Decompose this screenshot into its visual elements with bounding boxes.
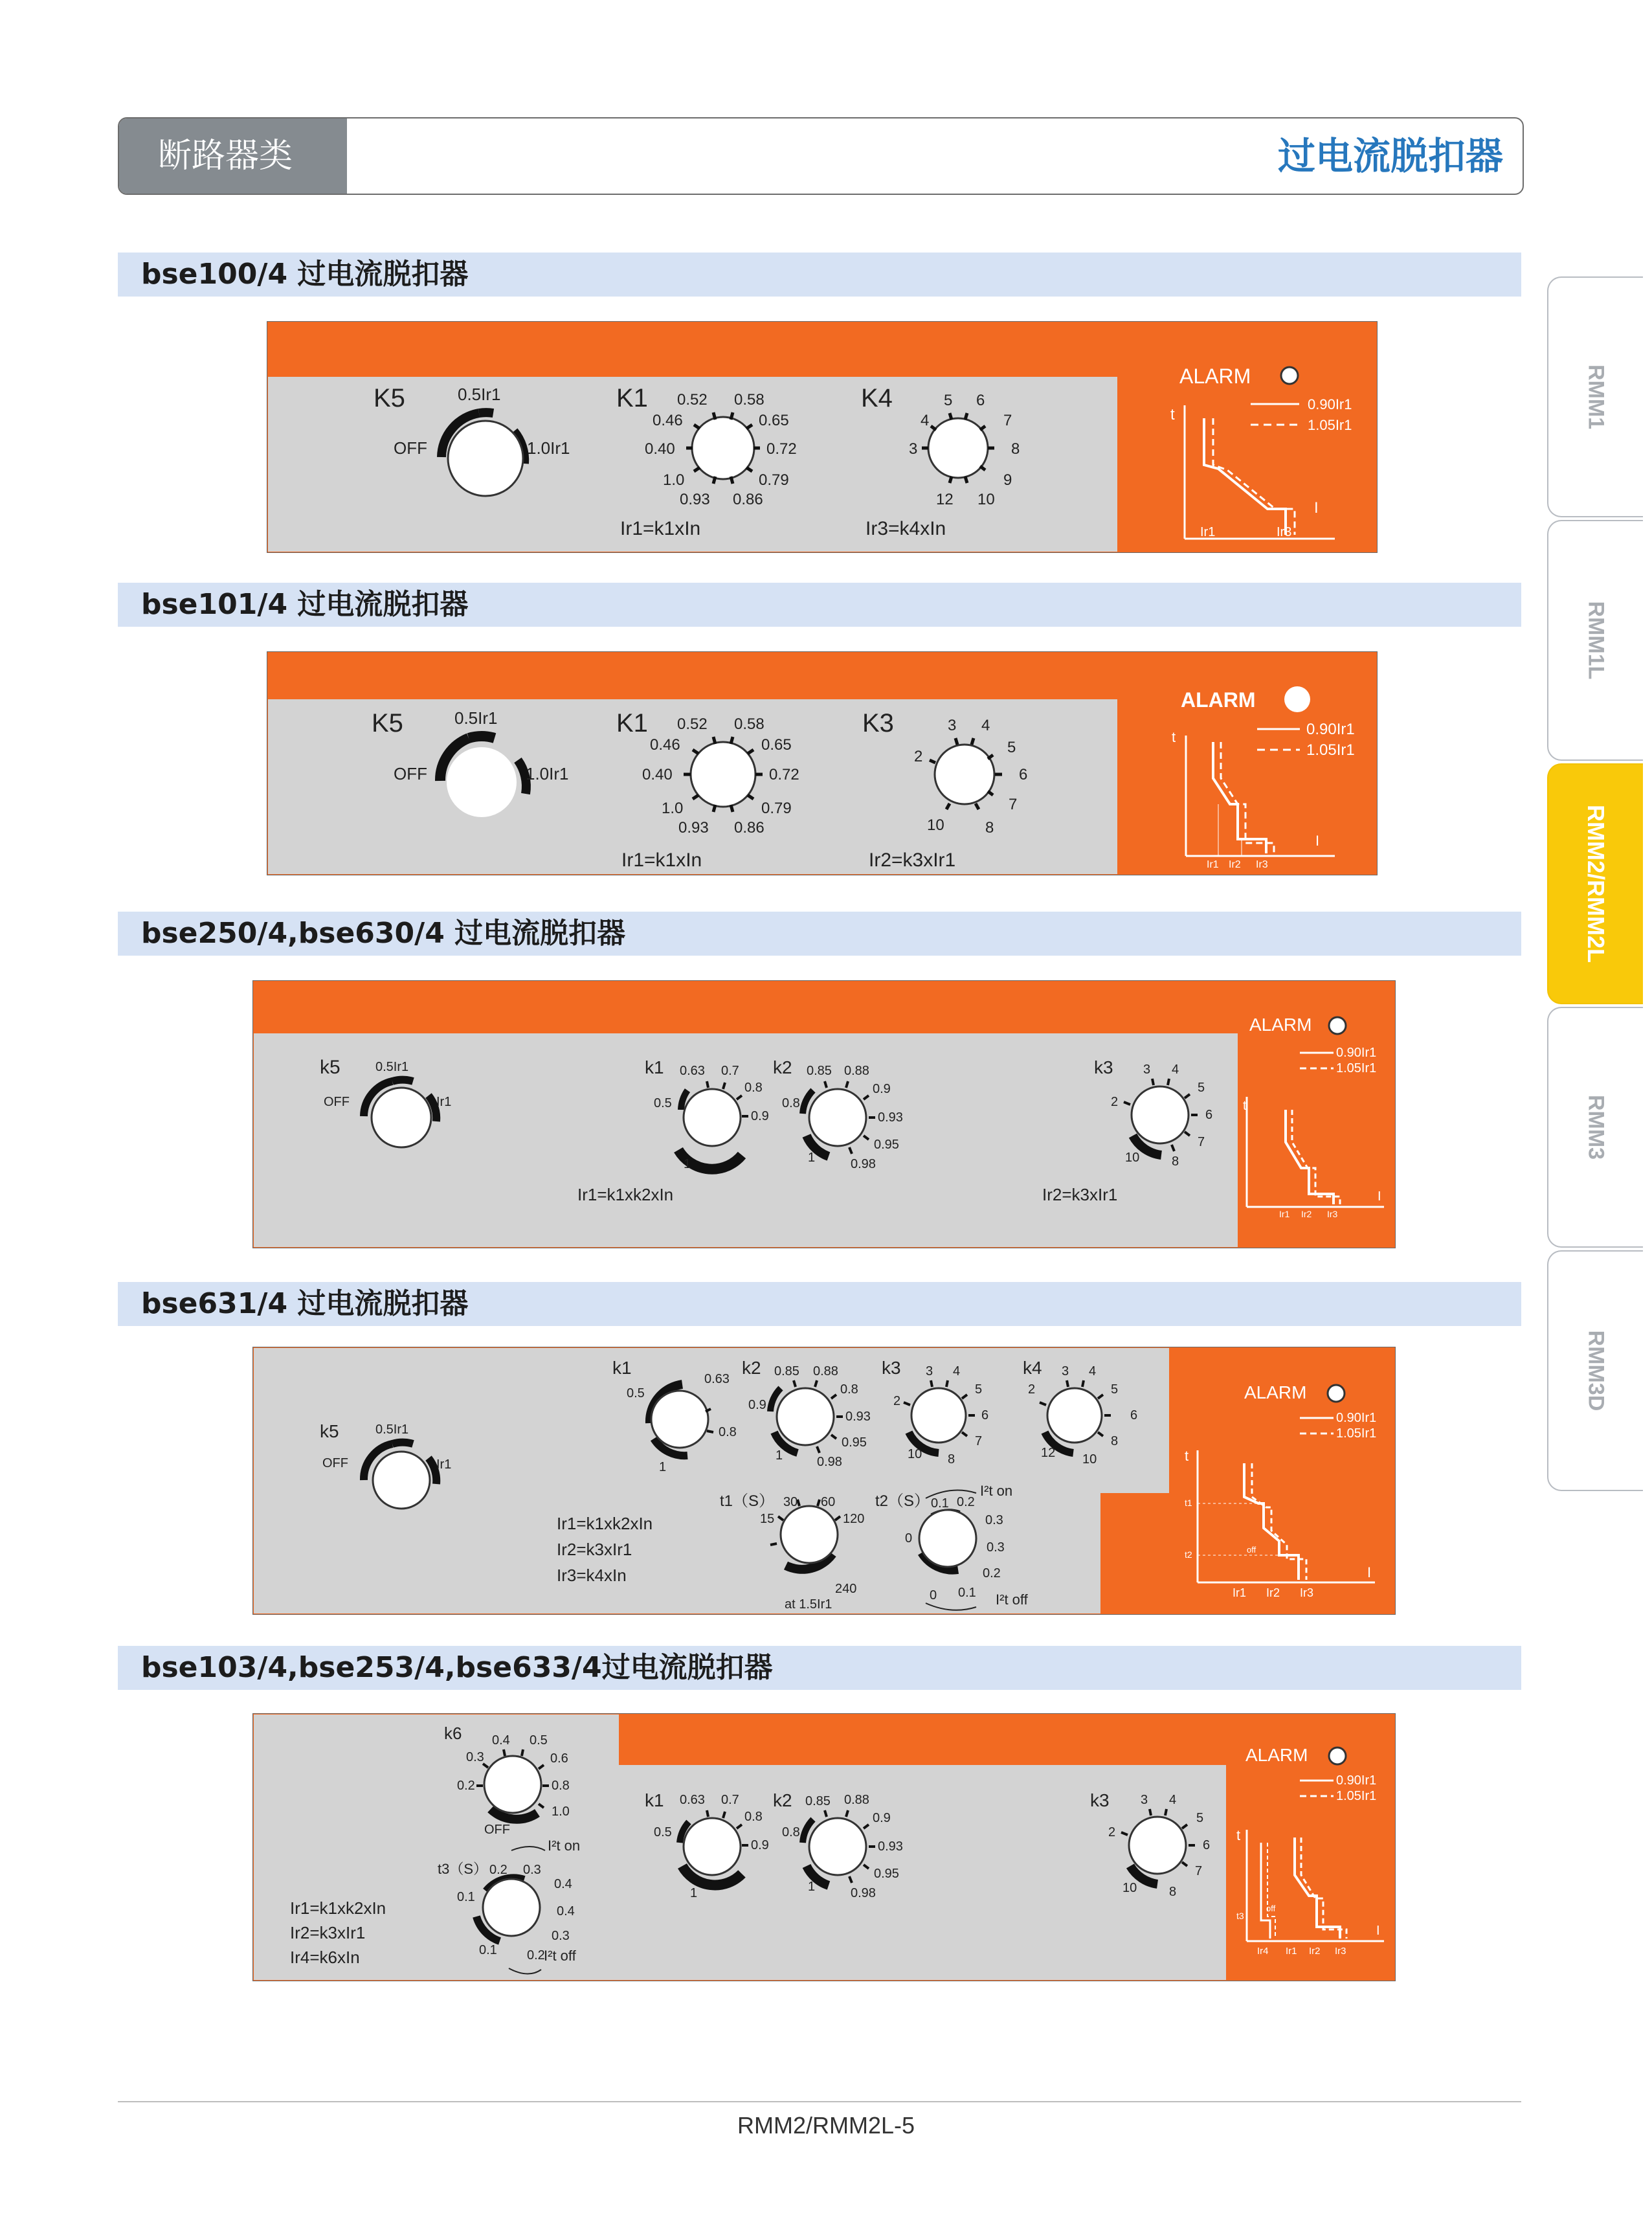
dial-tick: 0.6	[550, 1751, 568, 1766]
dial-tick: OFF	[394, 438, 427, 458]
dial-tick: 3	[1141, 1793, 1148, 1807]
dial-tick: 120	[843, 1512, 865, 1526]
axis-i: I	[1367, 1564, 1372, 1580]
curve-label: Ir3	[1256, 859, 1268, 870]
formula: Ir2=k3xIr1	[869, 849, 956, 871]
dial-tick: 10	[908, 1447, 922, 1461]
dial-tick: 0.85	[805, 1794, 831, 1808]
dial-tick: 5	[944, 392, 953, 409]
dial-tick: 0.46	[653, 412, 683, 429]
dial-name: k2	[742, 1358, 761, 1378]
dial-tick: 0.88	[844, 1064, 869, 1078]
dial-tick: 0.8	[744, 1810, 763, 1824]
dial-tick: 6	[1205, 1108, 1213, 1122]
formula: Ir2=k3xIr1	[557, 1540, 632, 1559]
dial-tick: 0.3	[466, 1750, 484, 1764]
dial-tick: 0.8	[744, 1081, 763, 1095]
axis-t: t	[1185, 1448, 1189, 1464]
dial-tick: 0.63	[680, 1793, 705, 1807]
dial-tick: OFF	[484, 1823, 510, 1837]
dial-tick: 8	[985, 819, 994, 837]
dial-tick: 0.52	[677, 391, 708, 409]
dial-tick: 2	[893, 1394, 901, 1408]
formula: Ir1=k1xk2xIn	[557, 1514, 653, 1533]
dial-tick: 2	[1028, 1382, 1036, 1397]
dial-tick: 0.2	[527, 1948, 545, 1962]
dial-tick: 12	[1041, 1446, 1056, 1460]
i2t-on: I²t on	[548, 1838, 581, 1854]
dial-name: k6	[444, 1724, 462, 1743]
dial-tick: 6	[1203, 1838, 1211, 1852]
curve-label: Ir1	[1279, 1209, 1290, 1219]
section-title: bse103/4,bse253/4,bse633/4过电流脱扣器	[141, 1651, 773, 1684]
curve-mark: t1	[1185, 1498, 1192, 1508]
dial-tick: 3	[948, 717, 957, 734]
dial-tick: Ir1	[436, 1457, 452, 1472]
dial-tick: 1	[808, 1880, 816, 1894]
dial-tick: 1	[776, 1448, 783, 1463]
dial-name: k1	[612, 1358, 632, 1378]
dial-tick: 1	[808, 1151, 816, 1165]
dial-tick: 3	[1062, 1364, 1069, 1378]
curve-mark: t2	[1185, 1549, 1192, 1560]
page-header	[118, 117, 1524, 195]
dial-tick: 0.1	[457, 1890, 475, 1904]
curve-label: Ir1	[1233, 1586, 1247, 1599]
dial-tick: 0.63	[704, 1372, 730, 1386]
dial-tick: 1	[690, 1886, 698, 1900]
dial-tick: 0.52	[677, 715, 708, 733]
section-title: bse631/4 过电流脱扣器	[141, 1287, 469, 1320]
dial-tick: 2	[1108, 1825, 1116, 1839]
dial-tick: 0.46	[650, 736, 680, 754]
alarm-led	[1284, 686, 1310, 712]
dial-tick: 7	[1198, 1135, 1205, 1149]
dial-tick: 0.95	[874, 1138, 899, 1152]
formula: Ir3=k4xIn	[865, 518, 946, 539]
i2t-off: I²t off	[996, 1591, 1028, 1608]
dial-tick: 0.93	[878, 1110, 903, 1125]
dial-tick: 0.3	[987, 1540, 1005, 1555]
curve-label: Ir4	[1257, 1946, 1269, 1957]
dial-tick: 1	[659, 1460, 667, 1474]
alarm-label: ALARM	[1249, 1015, 1312, 1035]
axis-i: I	[1376, 1924, 1380, 1938]
dial-tick: 0.93	[878, 1839, 903, 1854]
section-header	[118, 583, 1521, 627]
dial-tick: 0.1	[931, 1496, 949, 1511]
dial-name: k1	[645, 1057, 664, 1077]
dial-name: K3	[862, 709, 894, 737]
dial-name: k1	[645, 1790, 664, 1810]
dial-name: t1（S）	[720, 1492, 775, 1510]
dial-tick: 6	[981, 1408, 989, 1422]
dial-tick: 0.9	[873, 1082, 891, 1096]
dial-tick: 0.5	[654, 1096, 672, 1110]
dial-name: t2（S）	[875, 1492, 930, 1510]
dial-name: K1	[616, 709, 648, 737]
tab-label: RMM1	[1583, 364, 1609, 430]
dial-tick: 0.8	[840, 1382, 858, 1397]
dial-tick: OFF	[322, 1456, 348, 1470]
dial-tick: 0.8	[782, 1096, 800, 1110]
page-number: RMM2/RMM2L-5	[737, 2112, 915, 2139]
legend-dashed: 1.05Ir1	[1336, 1426, 1377, 1441]
axis-t: t	[1236, 1827, 1241, 1843]
dial-tick: 0.4	[557, 1904, 575, 1918]
dial-name: K5	[374, 384, 405, 412]
dial-tick: 7	[1003, 412, 1012, 429]
dial-tick: 0.65	[761, 736, 792, 754]
trip-unit-panel	[252, 1347, 1396, 1615]
dial-name: K1	[616, 384, 648, 412]
dial-tick: 6	[1130, 1408, 1138, 1422]
alarm-label: ALARM	[1244, 1382, 1307, 1402]
dial-tick: 0.72	[766, 440, 797, 458]
dial-tick: 0.40	[645, 440, 675, 458]
tab-label: RMM2/RMM2L	[1583, 805, 1609, 963]
page-title: 过电流脱扣器	[1277, 134, 1503, 178]
section-header	[118, 1646, 1521, 1690]
dial-tick: 0.98	[851, 1157, 876, 1171]
dial-tick: 0.8	[719, 1425, 737, 1439]
curve-label: Ir2	[1229, 859, 1241, 870]
curve-label: Ir1	[1200, 525, 1216, 539]
dial-tick: 0.5Ir1	[375, 1422, 409, 1437]
dial-tick: 0.58	[734, 391, 765, 409]
tab-rmm1[interactable]	[1547, 276, 1643, 517]
dial-tick: 0.93	[678, 819, 709, 837]
dial-tick: 2	[1111, 1095, 1119, 1109]
legend-dashed: 1.05Ir1	[1336, 1061, 1377, 1075]
dial-tick: 3	[926, 1364, 933, 1378]
dial-tick: 0.79	[759, 471, 789, 489]
alarm-led	[1328, 1385, 1345, 1402]
dial-tick: OFF	[394, 764, 427, 783]
footer-rule	[118, 2101, 1521, 2102]
dial-tick: 4	[1089, 1364, 1097, 1378]
dial-tick: 0.5Ir1	[454, 708, 498, 728]
dial-tick: 0.5	[530, 1733, 548, 1748]
section-header	[118, 912, 1521, 956]
dial-tick: 7	[975, 1434, 983, 1448]
formula: Ir1=k1xk2xIn	[290, 1898, 386, 1918]
axis-t: t	[1243, 1099, 1247, 1113]
dial-tick: 0.40	[642, 766, 673, 783]
dial-tick: 10	[977, 491, 995, 508]
dial-tick: 0.5Ir1	[375, 1060, 409, 1074]
formula: Ir3=k4xIn	[557, 1566, 627, 1585]
dial-tick: 10	[927, 816, 944, 834]
dial-tick: 5	[1111, 1382, 1119, 1397]
dial-tick: 9	[1003, 471, 1012, 489]
curve-label: Ir3	[1277, 525, 1292, 539]
section-title: bse250/4,bse630/4 过电流脱扣器	[141, 917, 626, 950]
dial-tick: 1.0	[552, 1804, 570, 1819]
formula: Ir1=k1xIn	[621, 849, 702, 871]
dial-tick: 10	[1125, 1151, 1140, 1165]
dial-tick: 0.85	[807, 1064, 832, 1078]
legend-solid: 0.90Ir1	[1336, 1411, 1377, 1425]
legend-dashed: 1.05Ir1	[1308, 417, 1352, 433]
i2t-on: I²t on	[980, 1483, 1013, 1499]
dial-name: t3（S）	[438, 1861, 488, 1877]
dial-tick: 0.7	[721, 1793, 739, 1807]
dial-name: k5	[320, 1421, 339, 1441]
dial-tick: 3	[909, 440, 918, 458]
dial-tick: 8	[1172, 1154, 1179, 1169]
section-title: bse100/4 过电流脱扣器	[141, 258, 469, 291]
alarm-led	[1329, 1748, 1346, 1764]
dial-tick: 1.0	[663, 471, 685, 489]
tab-rmm3[interactable]	[1547, 1007, 1643, 1248]
dial-tick: 10	[1122, 1881, 1137, 1895]
dial-tick: 0.8	[782, 1825, 800, 1839]
dial-tick: 0.93	[680, 491, 710, 508]
dial-tick: 0.3	[985, 1513, 1003, 1527]
dial-tick: 0.63	[680, 1064, 705, 1078]
dial-tick: 4	[921, 412, 930, 429]
category-label: 断路器类	[119, 118, 347, 194]
curve-label: Ir2	[1309, 1946, 1321, 1957]
section-header	[118, 1282, 1521, 1326]
dial-tick: 0.1	[958, 1586, 976, 1600]
dial-tick: 0.3	[552, 1929, 570, 1943]
curve-label: Ir1	[1286, 1946, 1297, 1957]
dial-tick: 0	[930, 1588, 937, 1602]
formula: Ir1=k1xIn	[620, 518, 701, 539]
dial-tick: 0	[905, 1531, 913, 1546]
dial-tick: 0.85	[774, 1364, 799, 1378]
dial-tick: 0.5Ir1	[458, 385, 501, 404]
dial-tick: 0.9	[748, 1398, 766, 1412]
curve-label: Ir1	[1207, 859, 1219, 870]
tab-label: RMM3D	[1583, 1330, 1609, 1411]
dial-tick: 12	[936, 491, 954, 508]
axis-t: t	[1172, 729, 1176, 745]
dial-tick: 0.5	[627, 1386, 645, 1400]
dial-tick: 0.65	[759, 412, 789, 429]
i2t-off: I²t off	[544, 1948, 576, 1964]
dial-tick: 5	[1196, 1811, 1204, 1825]
dial-tick: 8	[1169, 1885, 1177, 1899]
axis-i: I	[1315, 833, 1320, 849]
dial-tick: 0.93	[845, 1410, 871, 1424]
formula: Ir4=k6xIn	[290, 1948, 360, 1967]
trip-unit-panel	[252, 980, 1396, 1248]
dial-tick: 5	[1007, 739, 1016, 756]
formula: Ir2=k3xIr1	[1042, 1185, 1118, 1204]
dial-tick: 15	[760, 1512, 775, 1526]
dial-tick: 1.0	[662, 800, 684, 817]
dial-name: k2	[773, 1057, 792, 1077]
curve-label: Ir2	[1266, 1586, 1280, 1599]
dial-tick: 5	[1198, 1081, 1205, 1095]
dial-tick: 0.4	[492, 1733, 510, 1748]
dial-tick: 0.9	[751, 1109, 769, 1123]
alarm-label: ALARM	[1179, 365, 1251, 388]
dial-tick: 0.95	[842, 1435, 867, 1450]
curve-label: Ir3	[1300, 1586, 1314, 1599]
dial-name: k3	[882, 1358, 901, 1378]
dial-tick: 0.98	[817, 1455, 842, 1469]
dial-tick: 0.86	[734, 819, 765, 837]
axis-i: I	[1314, 499, 1319, 517]
dial-tick: 0.72	[769, 766, 799, 783]
dial-tick: 0.95	[874, 1867, 899, 1881]
dial-name: K4	[861, 384, 893, 412]
dial-tick: 0.4	[554, 1877, 572, 1891]
dial-tick: 0.3	[523, 1863, 541, 1877]
dial-tick: 0.9	[873, 1811, 891, 1825]
trip-unit-panel	[267, 321, 1378, 553]
dial-name: K5	[372, 709, 403, 737]
formula: Ir2=k3xIr1	[290, 1923, 366, 1942]
dial-tick: 30	[783, 1495, 798, 1509]
dial-tick: 0.79	[761, 800, 792, 817]
dial-tick: 0.86	[733, 491, 763, 508]
dial-name: k3	[1090, 1790, 1110, 1810]
tab-rmm2[interactable]	[1547, 763, 1643, 1004]
axis-i: I	[1378, 1189, 1381, 1204]
legend-dashed: 1.05Ir1	[1336, 1789, 1377, 1803]
dial-tick: 0.88	[813, 1364, 838, 1378]
legend-solid: 0.90Ir1	[1306, 721, 1355, 738]
section-title: bse101/4 过电流脱扣器	[141, 588, 469, 621]
dial-tick: 4	[1172, 1062, 1179, 1077]
dial-tick: 0.8	[552, 1779, 570, 1793]
dial-tick: 4	[1169, 1793, 1177, 1807]
dial-tick: 0.98	[851, 1886, 876, 1900]
tab-rmm3d[interactable]	[1547, 1250, 1643, 1491]
dial-tick: 0.7	[721, 1064, 739, 1078]
alarm-label: ALARM	[1181, 688, 1256, 712]
dial-name: k2	[773, 1790, 792, 1810]
dial-tick: 0.2	[983, 1566, 1001, 1580]
tab-rmm1l[interactable]	[1547, 520, 1643, 761]
trip-unit-panel	[267, 651, 1378, 875]
dial-tick: 7	[1195, 1864, 1203, 1878]
tab-label: RMM1L	[1583, 601, 1609, 680]
legend-solid: 0.90Ir1	[1336, 1046, 1377, 1060]
axis-t: t	[1170, 406, 1175, 423]
dial-tick: 4	[981, 717, 990, 734]
dial-name: k4	[1023, 1358, 1042, 1378]
dial-tick: 8	[1011, 440, 1020, 458]
section-header	[118, 253, 1521, 297]
dial-tick: 10	[1082, 1452, 1097, 1467]
curve-mark: off	[1247, 1545, 1256, 1555]
dial-note: at 1.5Ir1	[785, 1597, 832, 1612]
curve-label: Ir2	[1301, 1209, 1312, 1219]
dial-tick: 0.88	[844, 1793, 869, 1807]
dial-tick: 6	[976, 392, 985, 409]
dial-tick: 6	[1019, 766, 1028, 783]
curve-mark: t3	[1236, 1911, 1244, 1921]
dial-tick: 8	[948, 1452, 955, 1467]
dial-tick: 0.2	[489, 1863, 508, 1877]
dial-name: k5	[320, 1057, 340, 1078]
trip-unit-panel	[252, 1713, 1396, 1981]
formula: Ir1=k1xk2xIn	[577, 1185, 674, 1204]
dial-tick: 2	[914, 748, 923, 765]
dial-tick: 240	[835, 1582, 857, 1596]
legend-dashed: 1.05Ir1	[1306, 741, 1355, 759]
alarm-led	[1329, 1017, 1346, 1034]
curve-label: Ir3	[1327, 1209, 1338, 1219]
dial-tick: 0.2	[457, 1779, 475, 1793]
dial-name: k3	[1094, 1057, 1113, 1077]
dial-tick: 1.0Ir1	[527, 438, 570, 458]
dial-tick: Ir1	[436, 1095, 452, 1109]
dial-tick: 60	[821, 1495, 836, 1509]
legend-solid: 0.90Ir1	[1336, 1773, 1377, 1788]
alarm-led	[1281, 367, 1298, 384]
dial-tick: 5	[975, 1382, 983, 1397]
dial-tick: 0.58	[734, 715, 765, 733]
dial-tick: 3	[1143, 1062, 1151, 1077]
tab-label: RMM3	[1583, 1094, 1609, 1160]
legend-solid: 0.90Ir1	[1308, 396, 1352, 412]
curve-mark: off	[1266, 1904, 1276, 1913]
dial-tick: 1.0Ir1	[526, 764, 569, 783]
dial-tick: 7	[1009, 796, 1018, 813]
dial-tick: 0.2	[957, 1495, 975, 1509]
dial-tick: 1	[684, 1157, 691, 1171]
dial-tick: 0.1	[479, 1943, 497, 1957]
curve-label: Ir3	[1335, 1946, 1346, 1957]
dial-tick: OFF	[324, 1095, 350, 1109]
dial-tick: 4	[953, 1364, 961, 1378]
dial-tick: 0.5	[654, 1825, 672, 1839]
alarm-label: ALARM	[1245, 1745, 1308, 1765]
dial-tick: 8	[1111, 1434, 1119, 1448]
dial-tick: 0.9	[751, 1838, 769, 1852]
